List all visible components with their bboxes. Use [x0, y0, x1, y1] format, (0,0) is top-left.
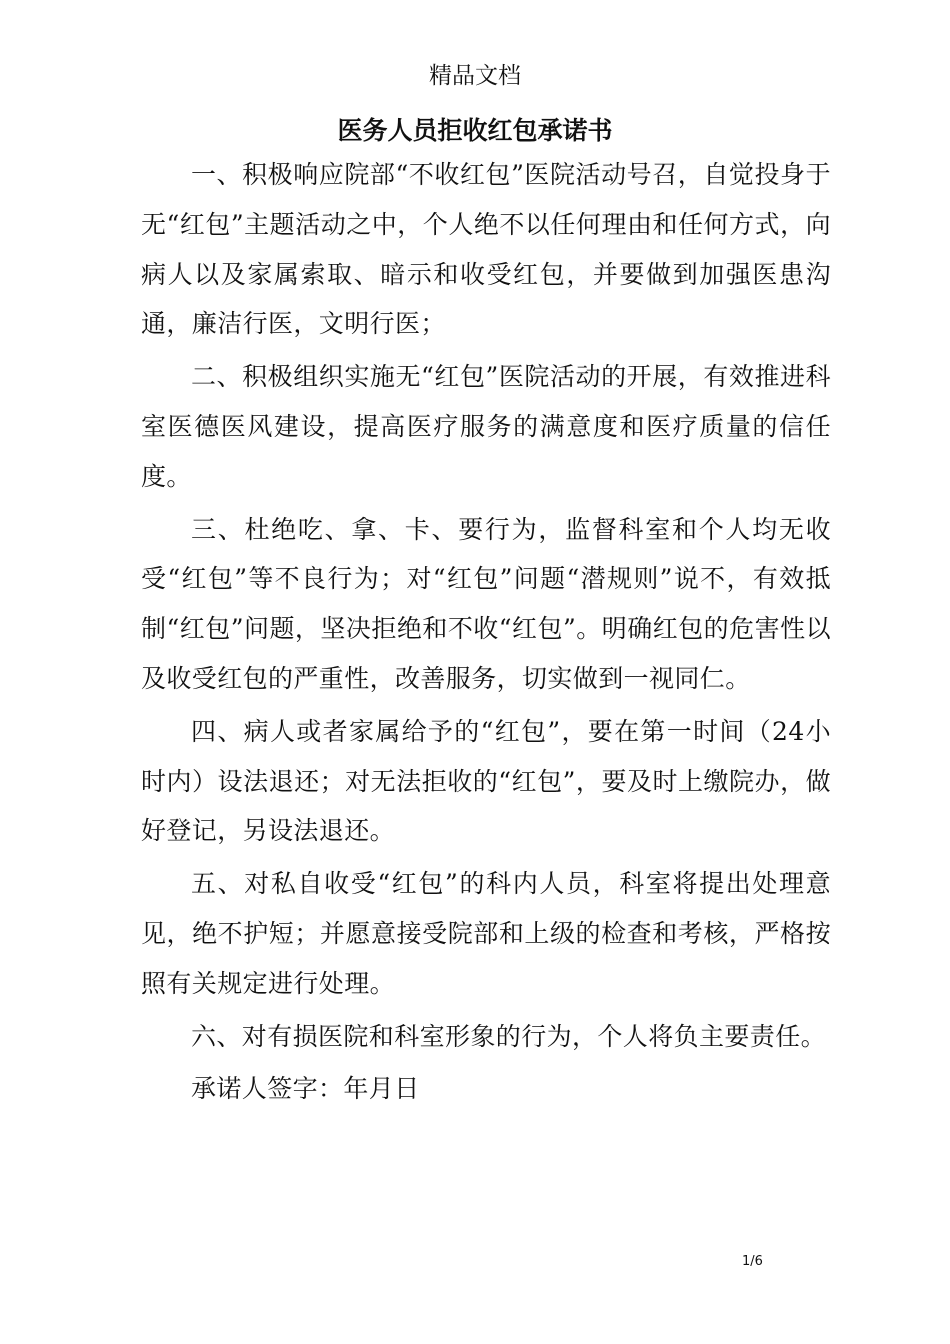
page-title: 医务人员拒收红包承诺书: [337, 116, 613, 145]
paragraph-2: 二、积极组织实施无“红包”医院活动的开展，有效推进科室医德医风建设，提高医疗服务的满意度和医疗质量的信任度。: [141, 362, 831, 491]
paragraph-5: 五、对私自收受“红包”的科内人员，科室将提出处理意见，绝不护短；并愿意接受院部和上级的检查和考核，严格按照有关规定进行处理。: [141, 869, 831, 998]
paragraph-4: 四、病人或者家属给予的“红包”，要在第一时间（24小时内）设法退还；对无法拒收的“红包”，要及时上缴院办，做好登记，另设法退还。: [141, 716, 831, 846]
document-body: [141, 150, 831, 1117]
header-mark: 精品文档: [429, 63, 521, 89]
page-number: 1/6: [742, 1254, 763, 1269]
paragraph-6: 六、对有损医院和科室形象的行为，个人将负主要责任。: [191, 1021, 827, 1051]
paragraph-1: 一、积极响应院部“不收红包”医院活动号召，自觉投身于无“红包”主题活动之中，个人绝不以任何理由和任何方式，向病人以及家属索取、暗示和收受红包，并要做到加强医患沟通，廉洁行医，文明行医；: [141, 160, 831, 339]
paragraph-3: 三、杜绝吃、拿、卡、要行为，监督科室和个人均无收受“红包”等不良行为；对“红包”问题“潜规则”说不，有效抵制“红包”问题，坚决拒绝和不收“红包”。明确红包的危害性以及收受红包的严重性，改善服务，切实做到一视同仁。: [141, 514, 831, 693]
signature-line: 承诺人签字：年月日: [191, 1074, 420, 1104]
